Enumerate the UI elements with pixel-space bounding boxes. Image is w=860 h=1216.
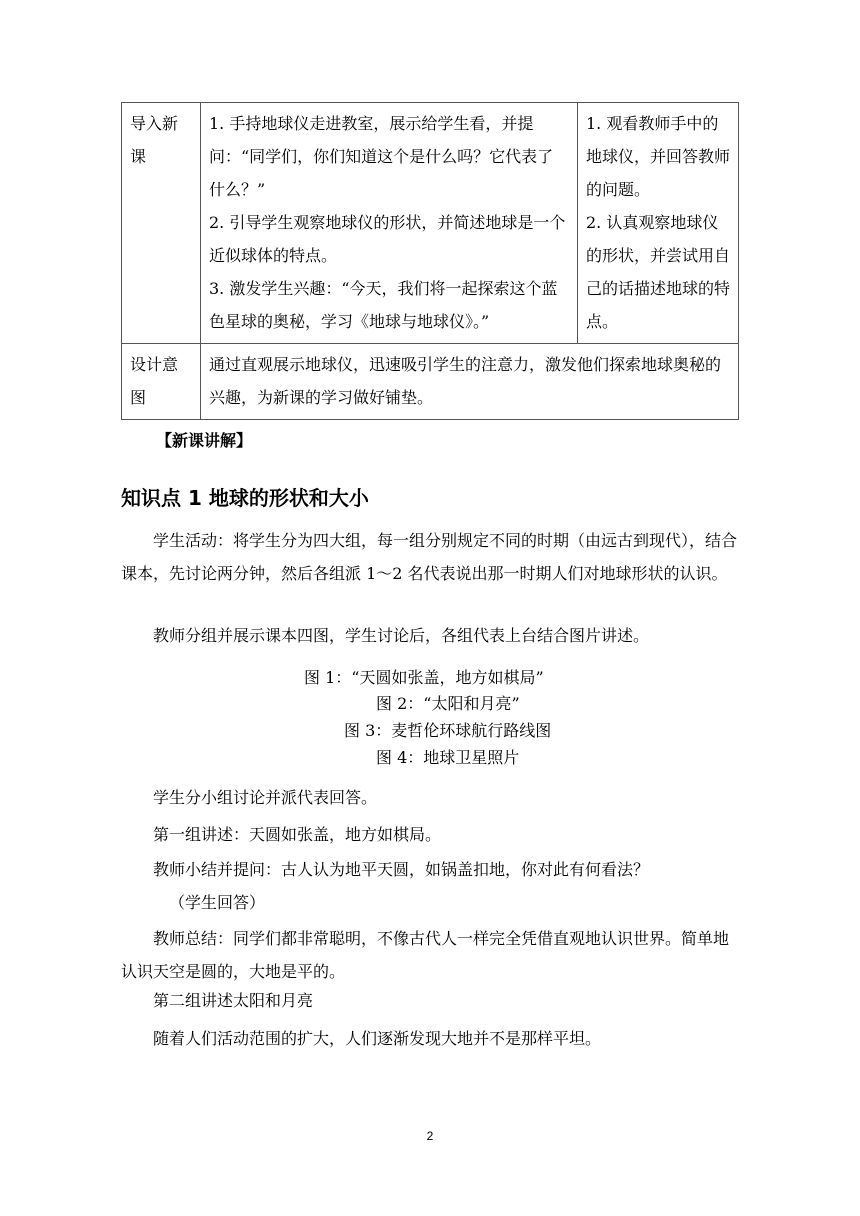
teacher-step: 2. 引导学生观察地球仪的形状，并简述地球是一个近似球体的特点。	[209, 213, 566, 265]
student-step: 1. 观看教师手中的地球仪，并回答教师的问题。	[586, 114, 731, 199]
table-row	[122, 344, 739, 420]
teacher-step: 1. 手持地球仪走进教室，展示给学生看，并提问：“同学们，你们知道这个是什么吗？它代表了什么？”	[209, 114, 554, 199]
student-activity-cell	[578, 103, 739, 344]
table-row	[122, 103, 739, 344]
paragraph: 随着人们活动范围的扩大，人们逐渐发现大地并不是那样平坦。	[153, 1029, 602, 1048]
figure-caption: 图 2：“太阳和月亮”	[376, 694, 520, 713]
paragraph: 第一组讲述：天圆如张盖，地方如棋局。	[153, 825, 442, 844]
section-label: 【新课讲解】	[156, 431, 253, 450]
paragraph: 教师分组并展示课本四图，学生讨论后，各组代表上台结合图片讲述。	[153, 626, 650, 645]
figure-caption: 图 1：“天圆如张盖，地方如棋局”	[304, 668, 544, 687]
paragraph: 第二组讲述太阳和月亮	[153, 991, 314, 1010]
page-number: 2	[426, 1129, 434, 1143]
design-intent-cell: 通过直观展示地球仪，迅速吸引学生的注意力，激发他们探索地球奥秘的兴趣，为新课的学习做好铺垫。	[201, 344, 739, 420]
stage-cell: 导入新课	[122, 103, 201, 344]
paragraph: 教师总结：同学们都非常聪明，不像古代人一样完全凭借直观地认识世界。简单地认识天空是圆的，大地是平的。	[121, 929, 730, 981]
teacher-activity-cell	[201, 103, 578, 344]
teacher-step: 3. 激发学生兴趣：“今天，我们将一起探索这个蓝色星球的奥秘，学习《地球与地球仪》。”	[209, 279, 558, 331]
paragraph: 教师小结并提问：古人认为地平天圆，如锅盖扣地，你对此有何看法？	[153, 860, 650, 879]
paragraph: （学生回答）	[169, 893, 266, 912]
student-step: 2. 认真观察地球仪的形状，并尝试用自己的话描述地球的特点。	[586, 213, 731, 331]
figure-caption: 图 3：麦哲伦环球航行路线图	[344, 721, 552, 740]
stage-cell: 设计意图	[122, 344, 201, 420]
figure-caption: 图 4：地球卫星照片	[376, 748, 520, 767]
paragraph: 学生分小组讨论并派代表回答。	[153, 788, 378, 807]
lesson-table	[121, 102, 739, 420]
knowledge-point-heading: 知识点 1 地球的形状和大小	[121, 486, 369, 510]
paragraph: 学生活动：将学生分为四大组，每一组分别规定不同的时期（由远古到现代），结合课本，先讨论两分钟，然后各组派 1～2 名代表说出那一时期人们对地球形状的认识。	[121, 531, 738, 583]
